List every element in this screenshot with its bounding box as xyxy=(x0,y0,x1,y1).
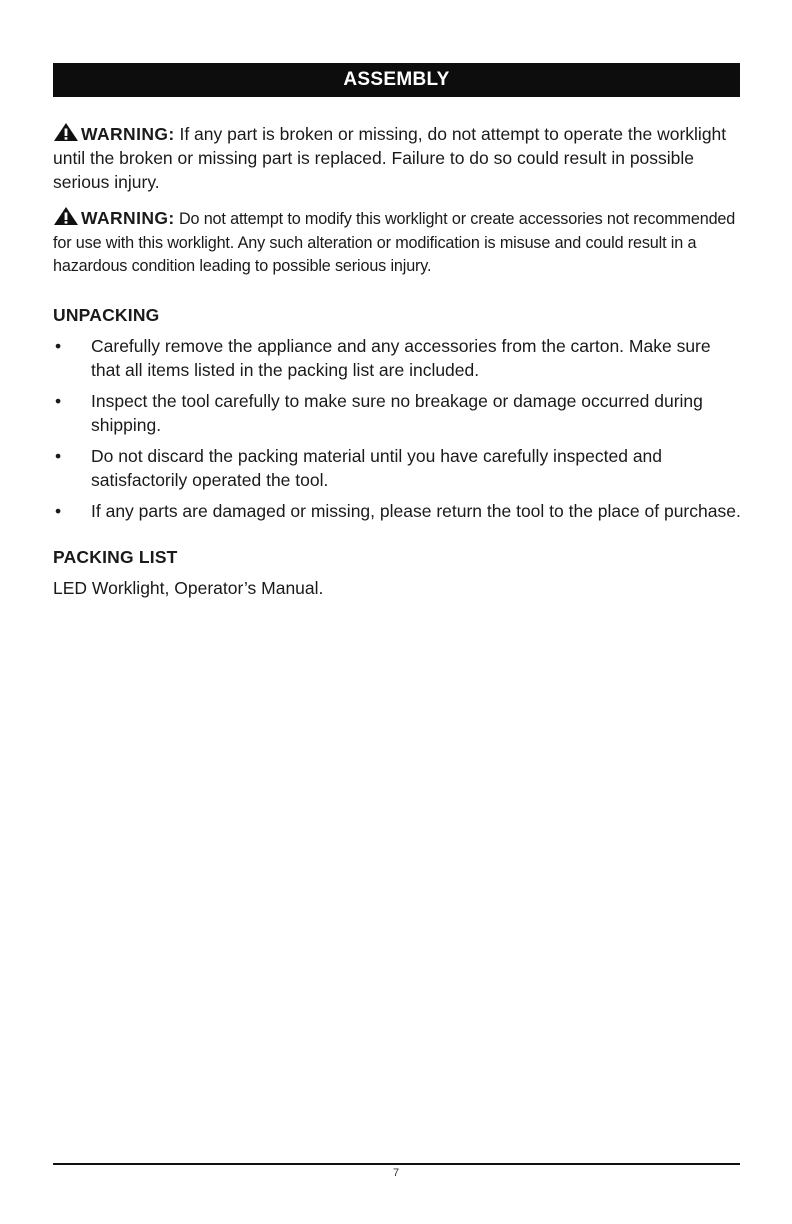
warning-label: WARNING: xyxy=(81,208,175,228)
list-item xyxy=(53,389,743,437)
warning-text: Do not attempt to modify this worklight or create accessories not recommended for use with this worklight. Any such alteration or modification is misuse and could result in a hazardous condition leading to possible serious injury. xyxy=(53,210,736,275)
warning-block-2 xyxy=(53,206,743,279)
list-item-text: Inspect the tool carefully to make sure no breakage or damage occurred during shipping. xyxy=(91,390,703,435)
warning-triangle-icon xyxy=(53,206,79,226)
list-item xyxy=(53,499,743,523)
list-item-text: Carefully remove the appliance and any accessories from the carton. Make sure that all items listed in the packing list are included. xyxy=(91,335,711,380)
warning-block-1 xyxy=(53,122,743,194)
page-content xyxy=(53,122,743,600)
warning-label: WARNING: xyxy=(81,124,175,144)
bullet-icon: • xyxy=(55,390,62,411)
packing-list-heading: PACKING LIST xyxy=(53,546,178,567)
list-item-text: Do not discard the packing material until you have carefully inspected and satisfactorily operated the tool. xyxy=(91,445,663,490)
list-item xyxy=(53,444,743,492)
page-number: 7 xyxy=(392,1167,400,1179)
list-item-text: If any parts are damaged or missing, please return the tool to the place of purchase. xyxy=(91,500,741,521)
unpacking-list xyxy=(53,334,743,523)
bullet-icon: • xyxy=(55,335,62,356)
warning-text: If any part is broken or missing, do not attempt to operate the worklight until the broken or missing part is replaced. Failure to do so could result in possible serious injury. xyxy=(53,124,727,192)
section-title: ASSEMBLY xyxy=(343,69,450,90)
section-banner xyxy=(53,63,740,97)
footer-divider xyxy=(53,1163,740,1165)
bullet-icon: • xyxy=(55,445,62,466)
packing-list-text: LED Worklight, Operator’s Manual. xyxy=(53,577,324,598)
bullet-icon: • xyxy=(55,500,62,521)
unpacking-heading: UNPACKING xyxy=(53,304,160,325)
warning-triangle-icon xyxy=(53,122,79,142)
list-item xyxy=(53,334,743,382)
